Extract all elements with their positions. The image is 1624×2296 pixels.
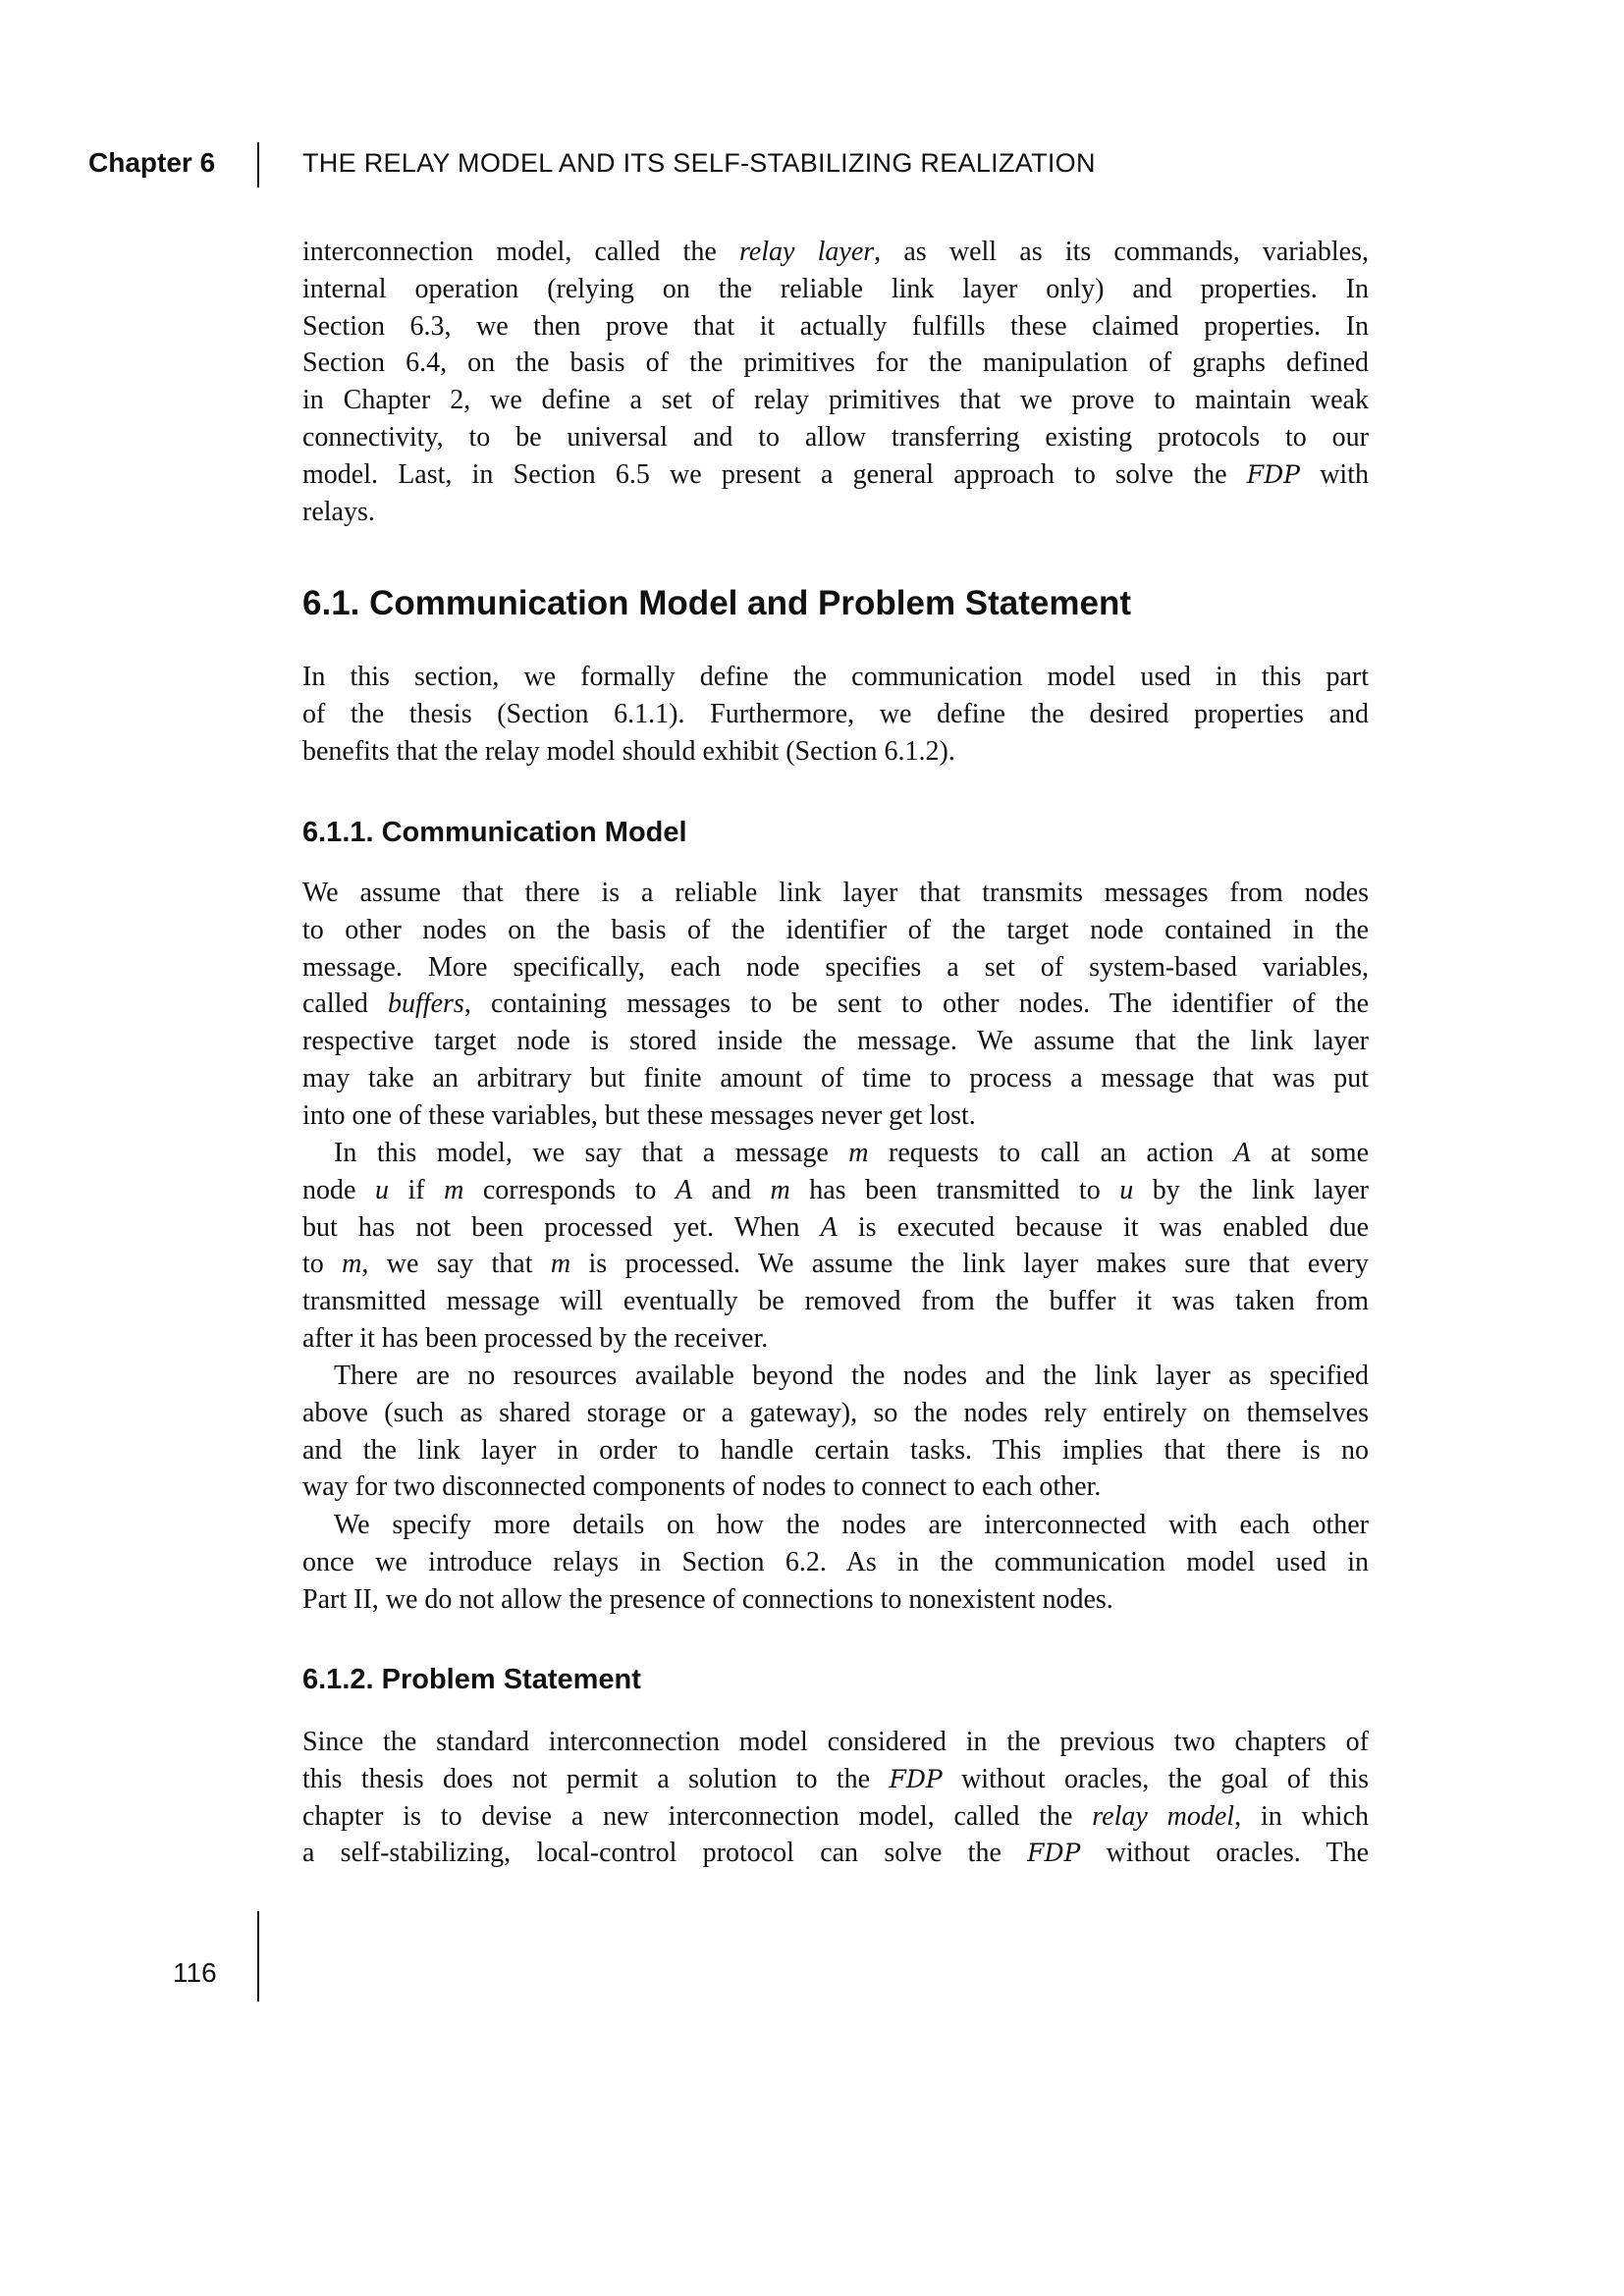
text-line <box>302 1761 1369 1798</box>
text-line <box>302 345 1369 382</box>
text-line <box>302 1097 1369 1135</box>
text-line <box>302 1060 1369 1097</box>
text-line <box>302 234 1369 271</box>
text-line <box>302 1172 1369 1209</box>
text-segment: has been transmitted to <box>789 1174 1120 1205</box>
text-segment: of the thesis (Section 6.1.1). Furthermore, we define the desired properties and <box>302 698 1369 729</box>
text-line <box>302 1209 1369 1247</box>
math-symbol: FDP <box>1027 1839 1081 1868</box>
subsection-heading-communication-model: 6.1.1. Communication Model <box>302 817 687 848</box>
text-segment: interconnection model, called the <box>302 237 739 267</box>
running-header-chapter: Chapter 6 <box>88 147 216 178</box>
emphasis-text: m <box>770 1174 790 1205</box>
text-line <box>302 1835 1369 1872</box>
text-line <box>302 1320 1369 1358</box>
text-segment: We specify more details on how the nodes are interconnected with each other <box>334 1510 1369 1540</box>
text-line <box>302 1358 1369 1395</box>
text-segment: once we introduce relays in Section 6.2. As in the communication model used in <box>302 1546 1369 1577</box>
text-segment: without oracles. The <box>1080 1838 1369 1869</box>
text-segment: , as well as its commands, variables, <box>874 237 1369 267</box>
text-line <box>302 494 1369 531</box>
text-segment: may take an arbitrary but finite amount of time to process a message that was put <box>302 1062 1369 1094</box>
text-segment: at some <box>1250 1138 1370 1168</box>
page-number: 116 <box>173 1957 217 1988</box>
math-symbol: FDP <box>1246 459 1300 489</box>
emphasis-text: m <box>550 1249 571 1280</box>
text-segment: transmitted message will eventually be removed from the buffer it was taken from <box>302 1286 1369 1317</box>
emphasis-text: buffers <box>388 988 464 1020</box>
text-segment: in Chapter 2, we define a set of relay primitives that we prove to maintain weak <box>302 385 1369 416</box>
emphasis-text: m <box>848 1138 869 1168</box>
text-segment: In this model, we say that a message <box>334 1138 849 1168</box>
text-line <box>302 912 1369 949</box>
text-line <box>302 659 1369 696</box>
text-line <box>302 419 1369 456</box>
text-segment: requests to call an action <box>868 1138 1234 1168</box>
text-line <box>302 308 1369 346</box>
emphasis-text: A <box>820 1211 838 1243</box>
text-line <box>302 1468 1369 1506</box>
text-segment: way for two disconnected components of nodes to connect to each other. <box>302 1471 1102 1503</box>
text-line <box>302 382 1369 419</box>
text-segment: , containing messages to be sent to other nodes. The identifier of the <box>463 988 1370 1020</box>
paragraph-interconnection <box>302 1507 1369 1618</box>
text-segment: , in which <box>1234 1800 1370 1832</box>
text-segment: corresponds to <box>463 1174 676 1205</box>
emphasis-text: u <box>1119 1174 1134 1205</box>
text-segment: , we say that <box>361 1249 551 1280</box>
text-segment: node <box>302 1174 375 1205</box>
subsection-heading-problem-statement: 6.1.2. Problem Statement <box>302 1664 641 1695</box>
footer-divider <box>257 1911 259 2002</box>
text-segment: In this section, we formally define the communication model used in this part <box>302 662 1369 692</box>
paragraph-resources <box>302 1358 1369 1506</box>
math-symbol: FDP <box>889 1764 943 1793</box>
paragraph-section-intro <box>302 659 1369 770</box>
text-segment: connectivity, to be universal and to allow transferring existing protocols to our <box>302 421 1369 453</box>
text-line <box>302 1023 1369 1060</box>
emphasis-text: relay model <box>1092 1800 1235 1832</box>
text-segment: and <box>692 1174 771 1205</box>
paragraph-link-layer <box>302 875 1369 1135</box>
text-line <box>302 986 1369 1023</box>
text-line <box>302 1395 1369 1432</box>
emphasis-text: A <box>1233 1138 1251 1168</box>
text-segment: Since the standard interconnection model considered in the previous two chapters of <box>302 1727 1369 1757</box>
text-line <box>302 1246 1369 1283</box>
text-line <box>302 1581 1369 1619</box>
running-header-title: THE RELAY MODEL AND ITS SELF-STABILIZING REALIZATION <box>302 148 1096 178</box>
text-segment: with <box>1300 458 1369 490</box>
text-line <box>302 733 1369 771</box>
text-segment: but has not been processed yet. When <box>302 1211 821 1243</box>
text-segment: if <box>388 1174 445 1205</box>
text-line <box>302 1544 1369 1581</box>
text-segment: into one of these variables, but these messages never get lost. <box>302 1099 976 1131</box>
text-segment: chapter is to devise a new interconnection model, called the <box>302 1800 1093 1832</box>
text-segment: to other nodes on the basis of the identifier of the target node contained in the <box>302 914 1369 945</box>
text-segment: by the link layer <box>1133 1174 1370 1205</box>
section-heading: 6.1. Communication Model and Problem Statement <box>302 584 1132 622</box>
text-line <box>302 1135 1369 1172</box>
text-segment: internal operation (relying on the reliable link layer only) and properties. In <box>302 273 1369 304</box>
text-segment: model. Last, in Section 6.5 we present a general approach to solve the <box>302 458 1247 490</box>
text-line <box>302 456 1369 494</box>
text-segment: Section 6.4, on the basis of the primitives for the manipulation of graphs defined <box>302 347 1369 379</box>
text-line <box>302 1432 1369 1469</box>
paragraph-message-processing <box>302 1135 1369 1358</box>
text-segment: and the link layer in order to handle certain tasks. This implies that there is no <box>302 1434 1369 1466</box>
text-line <box>302 1798 1369 1836</box>
text-line <box>302 1724 1369 1761</box>
paragraph-intro <box>302 234 1369 530</box>
emphasis-text: A <box>675 1174 693 1205</box>
text-segment: We assume that there is a reliable link layer that transmits messages from nodes <box>302 878 1369 908</box>
text-segment: after it has been processed by the receiver. <box>302 1322 769 1354</box>
text-line <box>302 271 1369 308</box>
text-line <box>302 696 1369 733</box>
header-divider <box>257 142 259 187</box>
text-segment: to <box>302 1249 343 1280</box>
text-segment: above (such as shared storage or a gateway), so the nodes rely entirely on themselves <box>302 1397 1369 1428</box>
text-line <box>302 875 1369 912</box>
emphasis-text: m <box>444 1174 464 1205</box>
text-segment: a self-stabilizing, local-control protocol can solve the <box>302 1838 1028 1869</box>
emphasis-text: m <box>342 1249 362 1280</box>
text-segment: Section 6.3, we then prove that it actually fulfills these claimed properties. In <box>302 310 1369 342</box>
emphasis-text: relay layer <box>738 237 875 267</box>
text-segment: There are no resources available beyond the nodes and the link layer as specified <box>334 1361 1369 1391</box>
text-segment: respective target node is stored inside the message. We assume that the link layer <box>302 1026 1369 1057</box>
text-segment: Part II, we do not allow the presence of connections to nonexistent nodes. <box>302 1583 1113 1615</box>
text-line <box>302 949 1369 987</box>
text-segment: message. More specifically, each node specifies a set of system-based variables, <box>302 951 1369 983</box>
text-line <box>302 1507 1369 1544</box>
text-segment: without oracles, the goal of this <box>942 1763 1370 1794</box>
paragraph-problem-statement <box>302 1724 1369 1872</box>
text-segment: is executed because it was enabled due <box>837 1211 1369 1243</box>
text-segment: benefits that the relay model should exhibit (Section 6.1.2). <box>302 735 955 767</box>
text-line <box>302 1283 1369 1320</box>
text-segment: this thesis does not permit a solution to the <box>302 1763 890 1794</box>
text-segment: is processed. We assume the link layer makes sure that every <box>570 1249 1369 1280</box>
text-segment: relays. <box>302 496 375 527</box>
emphasis-text: u <box>374 1174 389 1205</box>
text-segment: called <box>302 988 389 1020</box>
